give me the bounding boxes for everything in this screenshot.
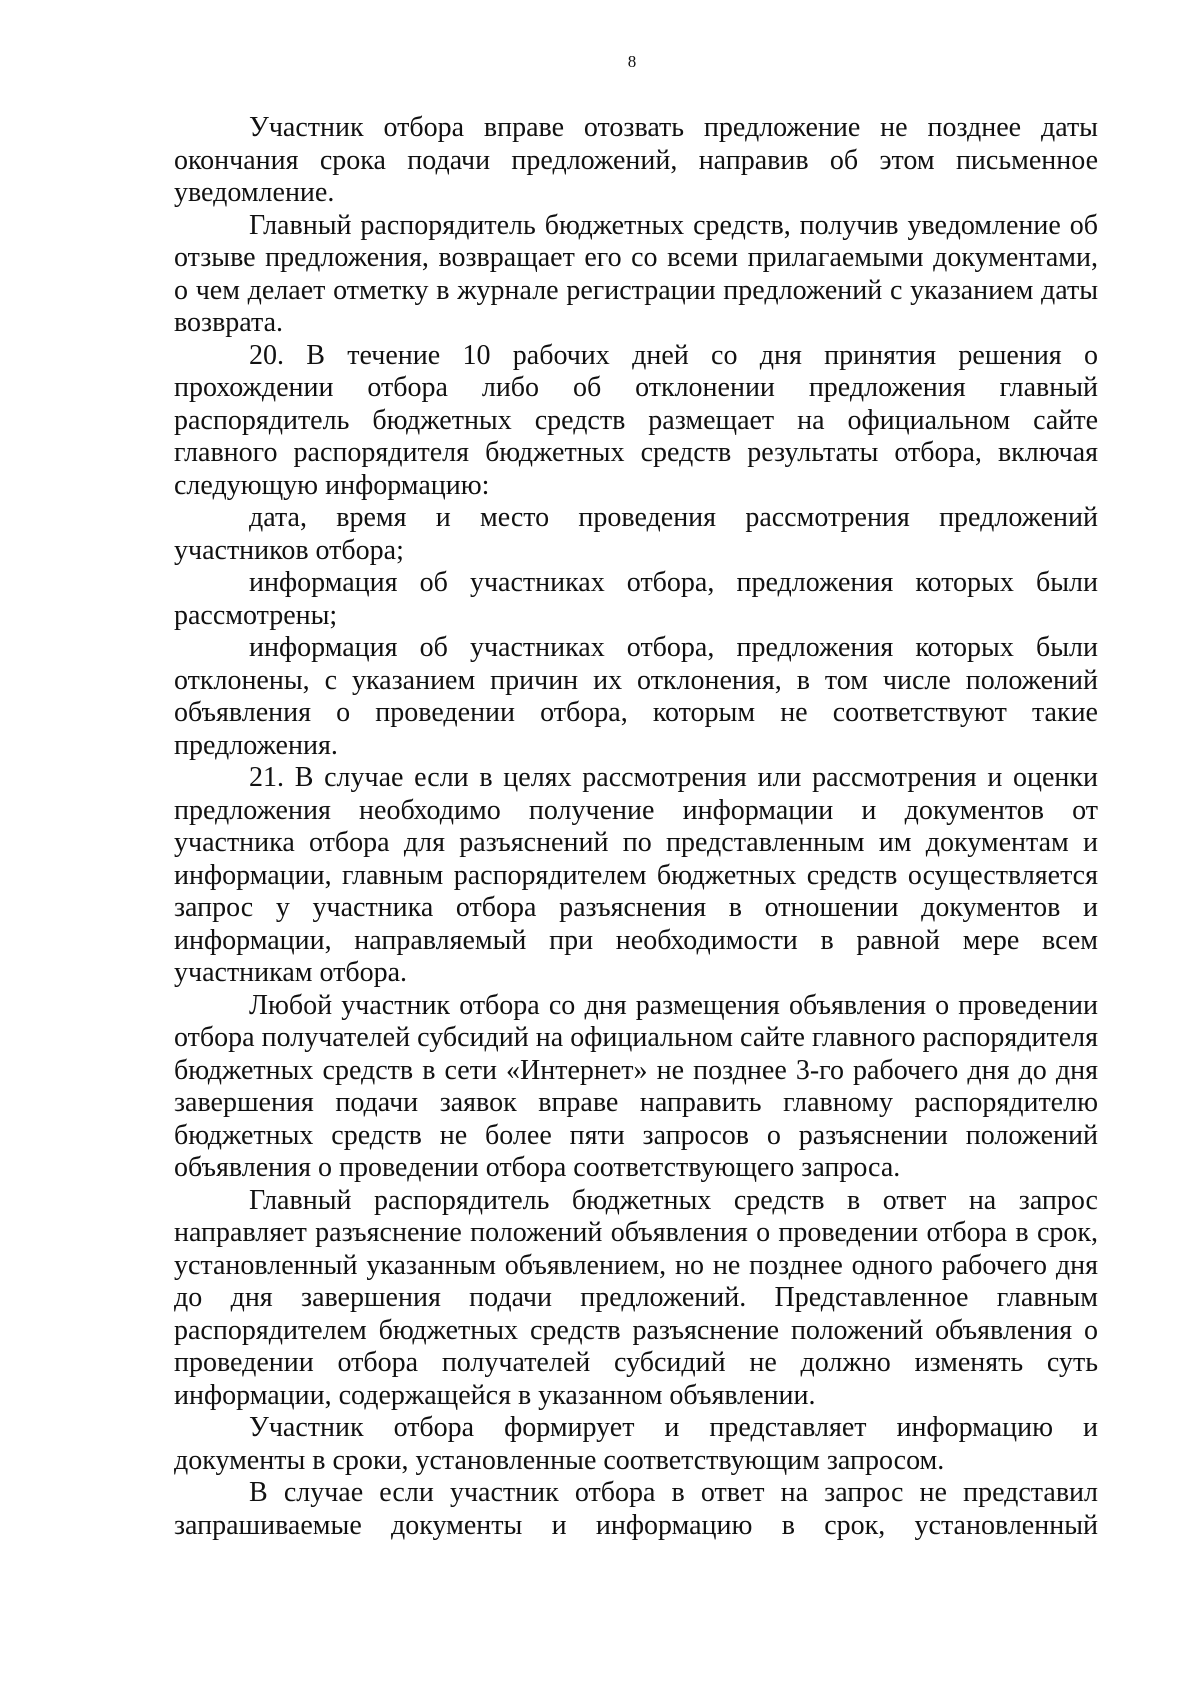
- paragraph: дата, время и место проведения рассмотрения предложений участников отбора;: [174, 502, 1098, 566]
- document-body: [174, 112, 1098, 1542]
- paragraph: информация об участниках отбора, предложения которых были отклонены, с указанием причин их отклонения, в том числе положений объявления о проведении отбора, которым не соответствуют такие предложения.: [174, 632, 1098, 761]
- paragraph-last: В случае если участник отбора в ответ на запрос не представил запрашиваемые документы и информацию в срок, установленный: [174, 1477, 1098, 1541]
- paragraph: информация об участниках отбора, предложения которых были рассмотрены;: [174, 567, 1098, 631]
- paragraph: Любой участник отбора со дня размещения объявления о проведении отбора получателей субсидий на официальном сайте главного распорядителя бюджетных средств в сети «Интернет» не позднее 3-го рабочего дня до дня завершения подачи заявок вправе направить главному распорядителю бюджетных средств не более пяти запросов о разъяснении положений объявления о проведении отбора соответствующего запроса.: [174, 989, 1098, 1183]
- page-number: 8: [627, 52, 637, 71]
- paragraph: 20. В течение 10 рабочих дней со дня принятия решения о прохождении отбора либо об отклонении предложения главный распорядитель бюджетных средств размещает на официальном сайте главного распорядителя бюджетных средств результаты отбора, включая следующую информацию:: [174, 339, 1098, 501]
- paragraph: Главный распорядитель бюджетных средств, получив уведомление об отзыве предложения, возвращает его со всеми прилагаемыми документами, о чем делает отметку в журнале регистрации предложений с указанием даты возврата.: [174, 209, 1098, 338]
- paragraph: 21. В случае если в целях рассмотрения или рассмотрения и оценки предложения необходимо получение информации и документов от участника отбора для разъяснений по представленным им документам и информации, главным распорядителем бюджетных средств осуществляется запрос у участника отбора разъяснения в отношении документов и информации, направляемый при необходимости в равной мере всем участникам отбора.: [174, 762, 1098, 988]
- paragraph: Главный распорядитель бюджетных средств в ответ на запрос направляет разъяснение положений объявления о проведении отбора в срок, установленный указанным объявлением, но не позднее одного рабочего дня до дня завершения подачи предложений. Представленное главным распорядителем бюджетных средств разъяснение положений объявления о проведении отбора получателей субсидий не должно изменять суть информации, содержащейся в указанном объявлении.: [174, 1184, 1098, 1411]
- paragraph: Участник отбора формирует и представляет информацию и документы в сроки, установленные соответствующим запросом.: [174, 1412, 1098, 1476]
- paragraph: Участник отбора вправе отозвать предложение не позднее даты окончания срока подачи предложений, направив об этом письменное уведомление.: [174, 112, 1098, 208]
